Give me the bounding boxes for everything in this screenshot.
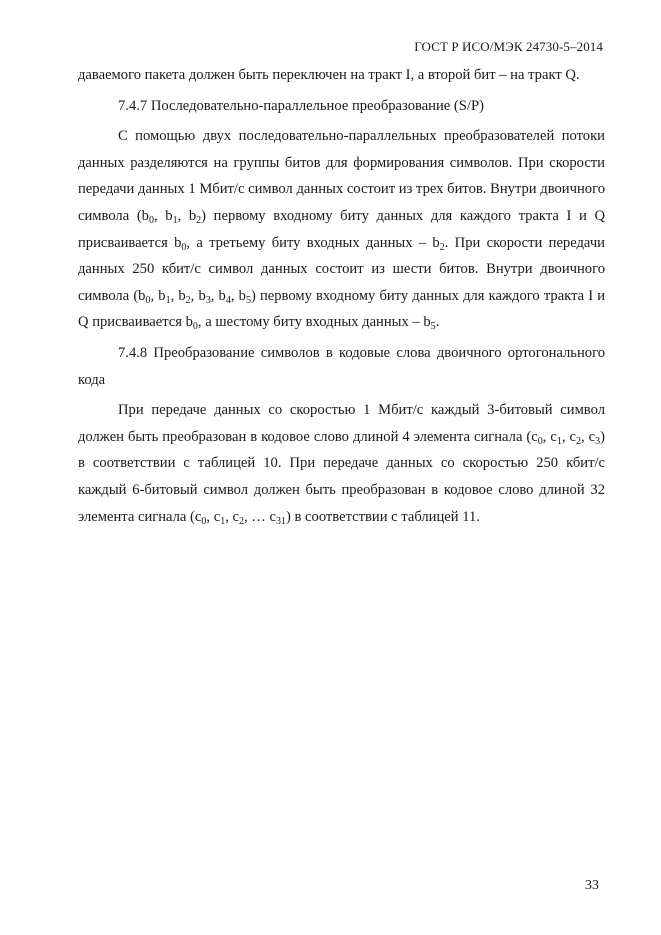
document-body [78, 62, 605, 530]
paragraph-symbol-mapping: При передаче данных со скоростью 1 Мбит/с каждый 3-битовый символ должен быть преобразован в кодовое слово длиной 4 элемента сигнала ($c_0$, $c_1$, $c_2$, $c_3$) в соответствии с таблицей 10. При передаче данных со скоростью 250 кбит/с каждый 6-битовый символ должен быть преобразован в кодовое слово длиной 32 элемента сигнала ($c_0$, $c_1$, $c_2$, … $c_{31}$) в соответствии с таблицей 11. [78, 402, 606, 527]
page-number: 33 [585, 878, 599, 893]
section-heading-7-4-8: 7.4.8 Преобразование символов в кодовые слова двоичного ортогонального кода [78, 344, 605, 388]
paragraph-sp-conversion: С помощью двух последовательно-параллельных преобразователей потоки данных разделяются на группы битов для формирования символов. При скорости передачи данных 1 Мбит/с символ данных состоит из трех битов. Внутри двоичного символа ($b_0$, $b_1$, $b_2$) первому входному биту данных для каждого тракта I и Q присваивается $b_0$, а третьему биту входных данных – $b_2$. При скорости передачи данных 250 кбит/с символ данных состоит из шести битов. Внутри двоичного символа ($b_0$, $b_1$, $b_2$, $b_3$, $b_4$, $b_5$) первому входному биту данных для каждого тракта I и Q присваивается $b_0$, а шестому биту входных данных – $b_5$. [78, 128, 606, 333]
page-header: ГОСТ Р ИСО/МЭК 24730-5–2014 [414, 39, 603, 54]
continued-paragraph: даваемого пакета должен быть переключен на тракт I, а второй бит – на тракт Q. [78, 67, 580, 83]
section-heading-7-4-7: 7.4.7 Последовательно-параллельное преобразование (S/P) [118, 97, 484, 114]
